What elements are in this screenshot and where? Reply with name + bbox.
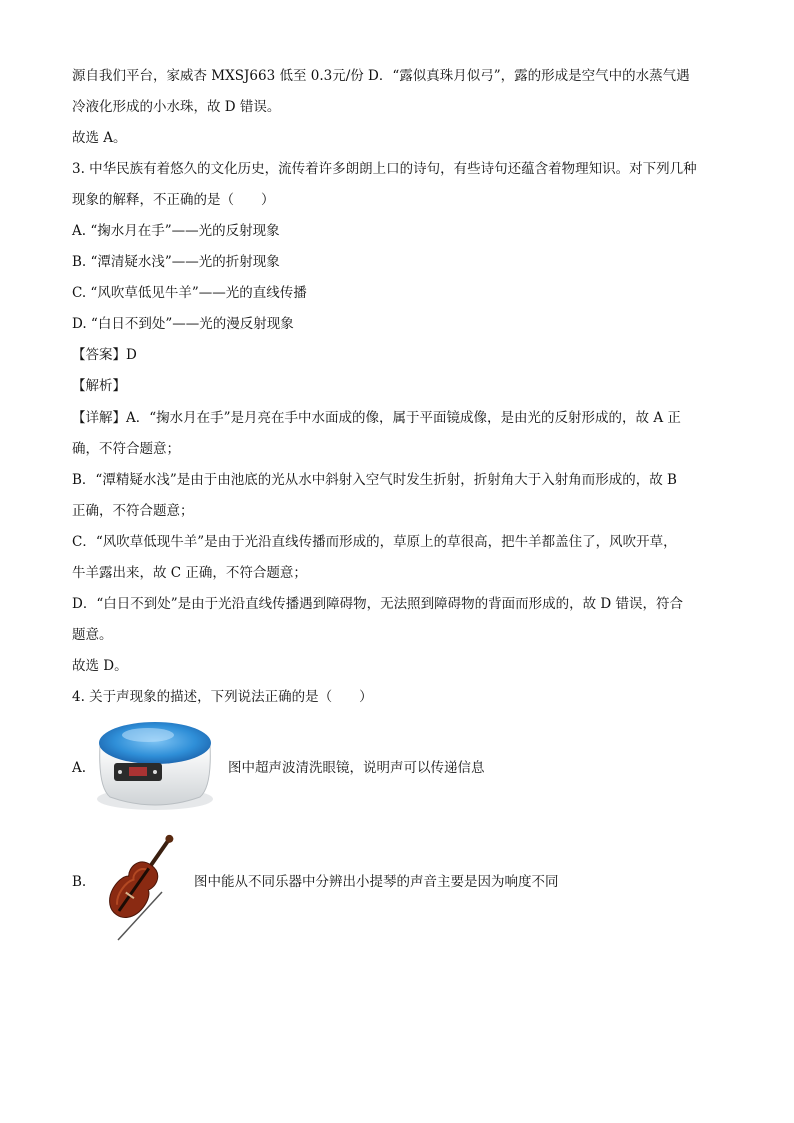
text-line: 牛羊露出来，故 C 正确，不符合题意；: [72, 565, 307, 581]
text-line: 正确，不符合题意；: [72, 503, 194, 519]
answer-label: 【答案】D: [72, 347, 137, 363]
question-3-stem-cont: 现象的解释，不正确的是（ ）: [72, 192, 275, 208]
text-line: 故选 D。: [72, 658, 128, 674]
option-d: D. “白日不到处”——光的漫反射现象: [72, 316, 294, 332]
option-a-text: 图中超声波清洗眼镜，说明声可以传递信息: [228, 760, 485, 776]
option-c: C. “风吹草低见牛羊”——光的直线传播: [72, 285, 307, 301]
text-line: 题意。: [72, 627, 113, 643]
option-b-letter: B.: [72, 874, 87, 890]
text-line: 冷液化形成的小水珠，故 D 错误。: [72, 99, 281, 115]
violin-image: [90, 820, 190, 942]
option-a: A. “掬水月在手”——光的反射现象: [72, 223, 280, 239]
text-line: C．“风吹草低现牛羊”是由于光沿直线传播而形成的，草原上的草很高，把牛羊都盖住了，风吹开草，: [72, 534, 677, 550]
text-line: D．“白日不到处”是由于光沿直线传播遇到障碍物，无法照到障碍物的背面而形成的，故 D 错误，符合: [72, 596, 684, 612]
question-4-stem: 4. 关于声现象的描述，下列说法正确的是（ ）: [72, 689, 373, 705]
option-b: B. “潭清疑水浅”——光的折射现象: [72, 254, 280, 270]
option-a-letter: A.: [72, 760, 87, 776]
text-line: 源自我们平台，家威杏 MXSJ663 低至 0.3元/份 D．“露似真珠月似弓”，露的形成是空气中的水蒸气遇: [72, 68, 690, 84]
text-line: 故选 A。: [72, 130, 127, 146]
option-b-text: 图中能从不同乐器中分辨出小提琴的声音主要是因为响度不同: [194, 874, 559, 890]
question-3-stem: 3. 中华民族有着悠久的文化历史，流传着许多朗朗上口的诗句，有些诗句还蕴含着物理知识。对下列几种: [72, 161, 697, 177]
text-line: 确，不符合题意；: [72, 441, 180, 457]
text-line: B．“潭精疑水浅”是由于由池底的光从水中斜射入空气时发生折射，折射角大于入射角而形成的，故 B: [72, 472, 677, 488]
ultrasonic-cleaner-image: [92, 717, 218, 812]
analysis-label: 【解析】: [72, 378, 126, 394]
text-line: 【详解】A．“掬水月在手”是月亮在手中水面成的像，属于平面镜成像，是由光的反射形成的，故 A 正: [72, 410, 681, 426]
